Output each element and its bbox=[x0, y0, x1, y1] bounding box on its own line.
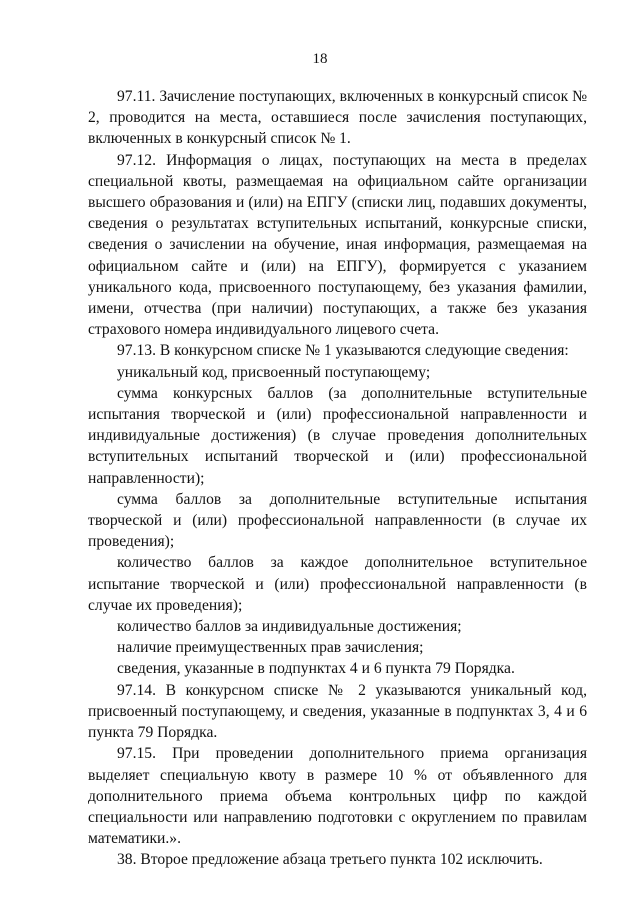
list-item-additional-tests-score: сумма баллов за дополнительные вступительные испытания творческой и (или) профессиональной направленности (в случае их проведения); bbox=[88, 490, 587, 551]
paragraph-97-11: 97.11. Зачисление поступающих, включенных в конкурсный список № 2, проводится на места, оставшиеся после зачисления поступающих, включенных в конкурсный список № 1. bbox=[88, 88, 587, 148]
list-item-unique-code: уникальный код, присвоенный поступающему; bbox=[117, 363, 431, 381]
list-item-subpoints-info: сведения, указанные в подпунктах 4 и 6 пункта 79 Порядка. bbox=[117, 660, 515, 678]
list-item-total-score: сумма конкурсных баллов (за дополнительные вступительные испытания творческой и (или) профессиональной направленности и индивидуальные достижения) (в случае проведения дополнительных вступительных испытаний творческой и (или) профессиональной направленности); bbox=[88, 384, 587, 487]
list-item-each-test-score: количество баллов за каждое дополнительное вступительное испытание творческой и (или) профессиональной направленности (в случае их проведения); bbox=[88, 554, 587, 614]
list-item-preferential-rights: наличие преимущественных прав зачисления; bbox=[117, 639, 424, 657]
paragraph-38: 38. Второе предложение абзаца третьего пункта 102 исключить. bbox=[117, 851, 543, 869]
paragraph-97-14: 97.14. В конкурсном списке № 2 указываются уникальный код, присвоенный поступающему, и сведения, указанные в подпунктах 3, 4 и 6 пункта 79 Порядка. bbox=[88, 681, 587, 742]
paragraph-97-12: 97.12. Информация о лицах, поступающих на места в пределах специальной квоты, размещаемая на официальном сайте организации высшего образования и (или) на ЕПГУ (списки лиц, подавших документы, сведения о результатах вступительных испытаний, конкурсные списки, сведения о зачислении на обучение, иная информация, размещаемая на официальном сайте и (или) на ЕПГУ), формируется с указанием уникального кода, присвоенного поступающему, без указания фамилии, имени, отчества (при наличии) поступающих, а также без указания страхового номера индивидуального лицевого счета. bbox=[88, 151, 587, 339]
paragraph-97-13: 97.13. В конкурсном списке № 1 указываются следующие сведения: bbox=[117, 342, 569, 360]
document-body bbox=[88, 86, 587, 871]
list-item-achievements-score: количество баллов за индивидуальные достижения; bbox=[117, 618, 462, 636]
page-number: 18 bbox=[312, 51, 328, 67]
paragraph-97-15: 97.15. При проведении дополнительного приема организация выделяет специальную квоту в размере 10 % от объявленного для дополнительного приема объема контрольных цифр по каждой специальности или направлению подготовки с округлением по правилам математики.». bbox=[88, 745, 587, 848]
